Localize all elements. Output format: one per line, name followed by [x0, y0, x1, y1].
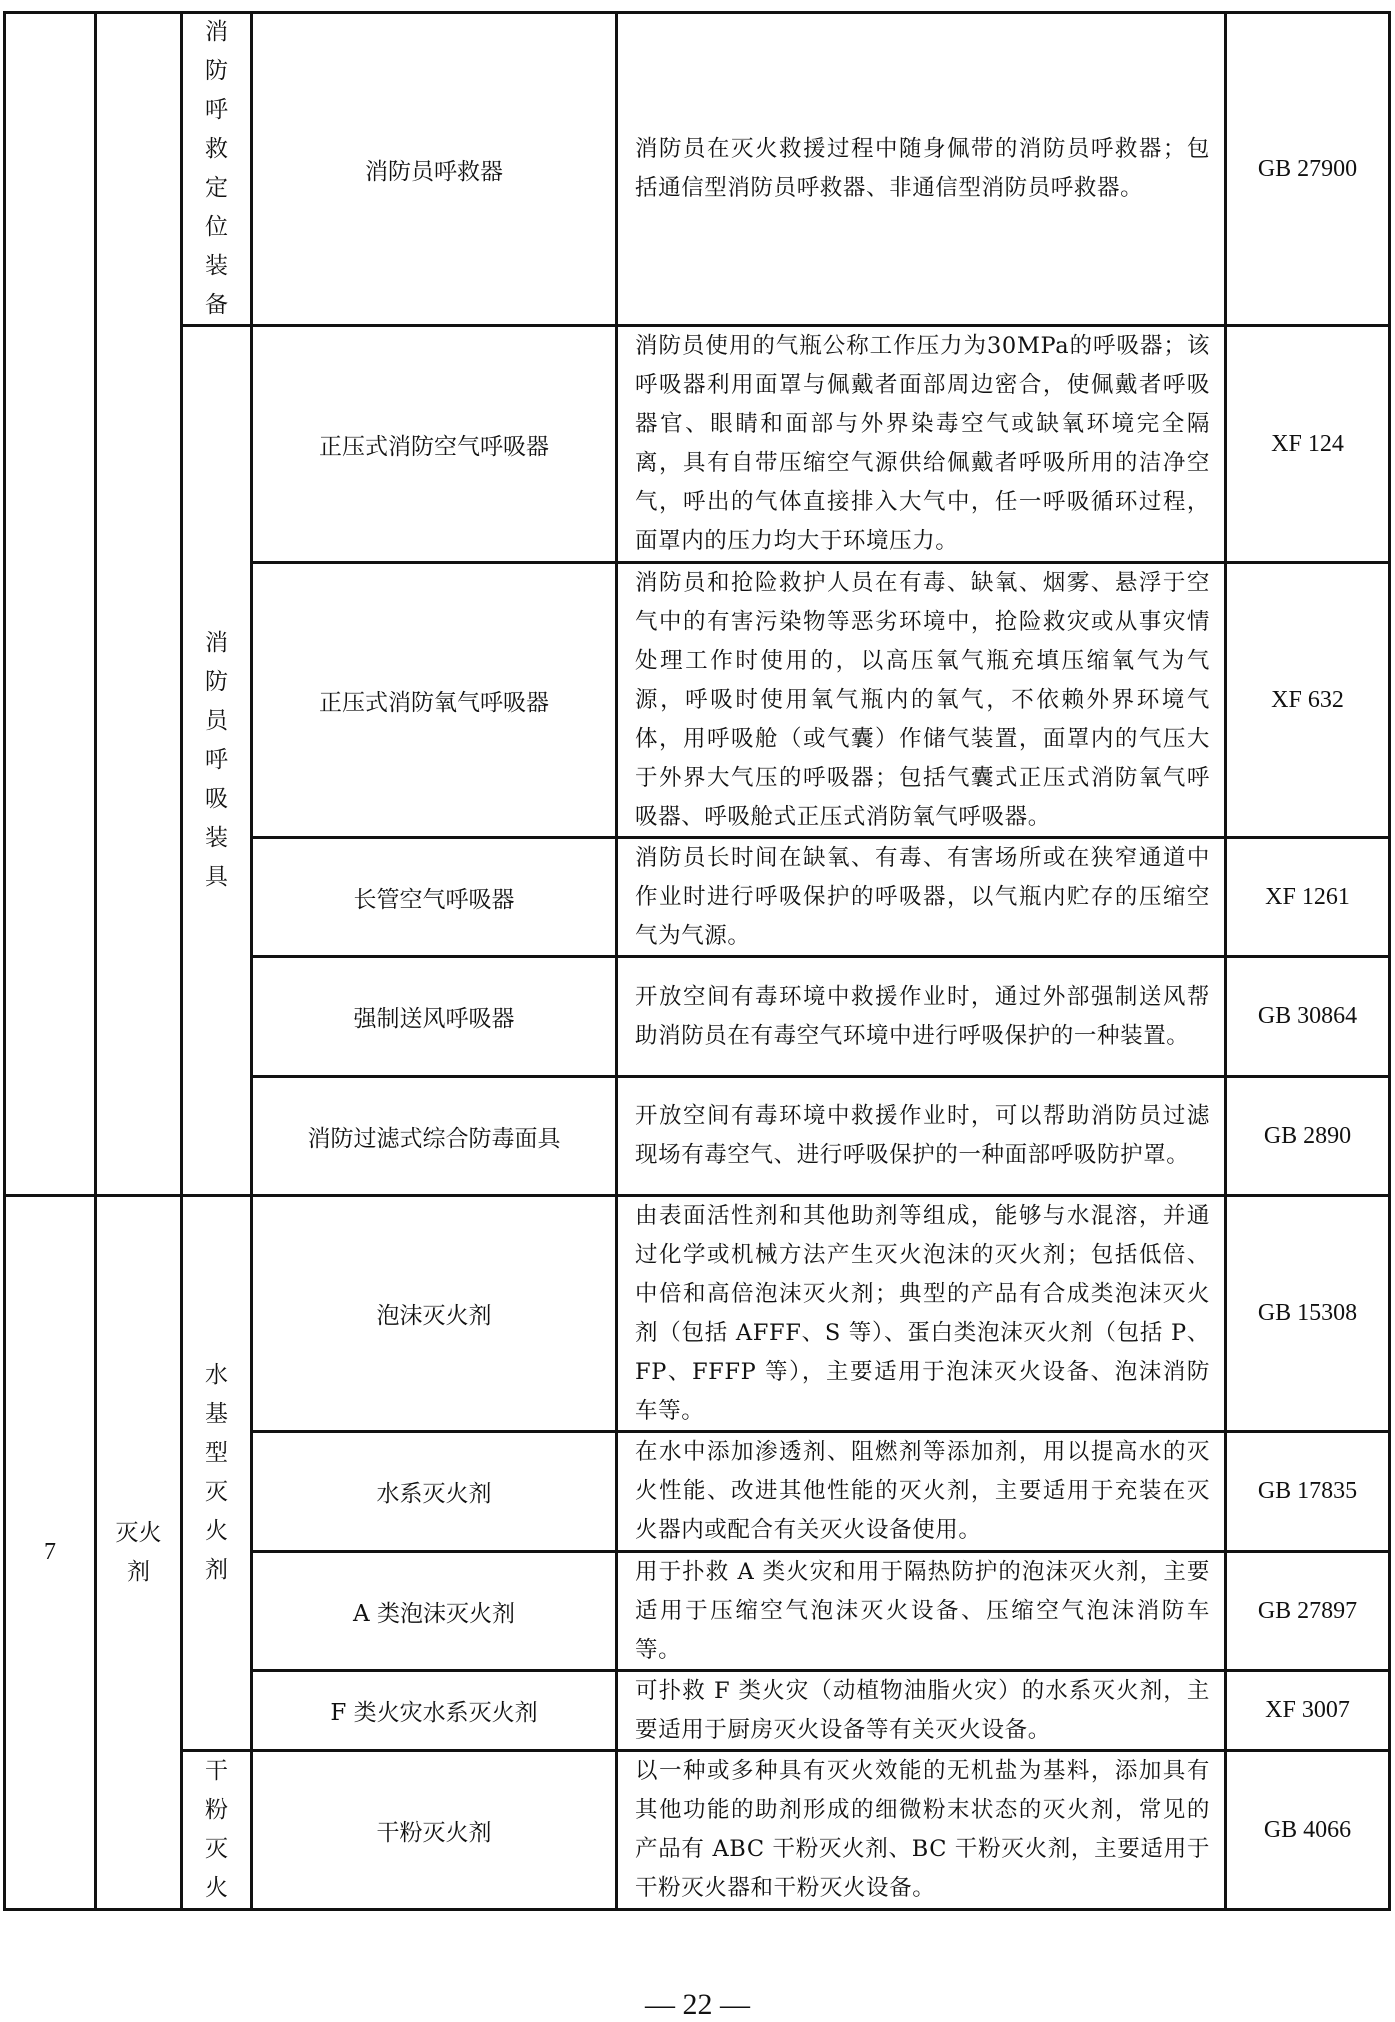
name-cell: [253, 327, 615, 561]
item-number-cell: [6, 1197, 94, 1908]
name-cell: [253, 958, 615, 1075]
description-cell: [618, 1078, 1224, 1194]
standard-cell: [1227, 564, 1388, 836]
name-cell: [253, 1553, 615, 1669]
equipment-description: 在水中添加渗透剂、阻燃剂等添加剂，用以提高水的灭火性能、改进其他性能的灭火剂，主要适用于充装在灭火器内或配合有关灭火设备使用。: [635, 1439, 1210, 1543]
table-border-bottom: [3, 1908, 1391, 1911]
equipment-description: 以一种或多种具有灭火效能的无机盐为基料，添加具有其他功能的助剂形成的细微粉末状态的灭火剂，常见的产品有 ABC 干粉灭火剂、BC 干粉灭火剂，主要适用于干粉灭火器和干粉灭火设备。: [635, 1758, 1210, 1901]
standard-cell: [1227, 14, 1388, 324]
standard-code: XF 632: [1271, 686, 1344, 713]
name-cell: [253, 14, 615, 324]
equipment-name: 泡沫灭火剂: [376, 1303, 492, 1329]
table-border-right: [1388, 11, 1391, 1911]
equipment-description: 由表面活性剂和其他助剂等组成，能够与水混溶，并通过化学或机械方法产生灭火泡沫的灭火剂；包括低倍、中倍和高倍泡沫灭火剂；典型的产品有合成类泡沫灭火剂（包括 AFFF、S 等）、蛋白类泡沫灭火剂（包括 P、FP、FFFP 等），主要适用于泡沫灭火设备、泡沫消防车等。: [635, 1202, 1210, 1424]
standard-code: XF 1261: [1265, 883, 1350, 910]
description-cell: [618, 1197, 1224, 1430]
standard-code: GB 4066: [1263, 1816, 1352, 1843]
standard-cell: [1227, 839, 1388, 955]
standard-code: GB 17835: [1257, 1478, 1358, 1504]
equipment-description: 可扑救 F 类火灾（动植物油脂火灾）的水系灭火剂，主要适用于厨房灭火设备等有关灭火设备。: [635, 1677, 1210, 1743]
subgroup-label: 消防呼救定位装备: [205, 19, 228, 318]
name-cell: [253, 1078, 615, 1194]
equipment-description: 消防员在灭火救援过程中随身佩带的消防员呼救器；包括通信型消防员呼救器、非通信型消防员呼救器。: [635, 136, 1210, 201]
subgroup-label: 水基型灭火剂: [205, 1362, 228, 1583]
equipment-description: 开放空间有毒环境中救援作业时，通过外部强制送风帮助消防员在有毒空气环境中进行呼吸保护的一种装置。: [635, 983, 1210, 1049]
standard-cell: [1227, 327, 1388, 561]
name-cell: [253, 839, 615, 955]
equipment-description: 消防员和抢险救护人员在有毒、缺氧、烟雾、悬浮于空气中的有害污染物等恶劣环境中，抢险救灾或从事灾情处理工作时使用的，以高压氧气瓶充填压缩氧气为气源，呼吸时使用氧气瓶内的氧气，不依赖外界环境气体，用呼吸舱（或气囊）作储气装置，面罩内的气压大于外界大气压的呼吸器；包括气囊式正压式消防氧气呼吸器、呼吸舱式正压式消防氧气呼吸器。: [635, 569, 1210, 830]
equipment-name: 正压式消防空气呼吸器: [319, 433, 549, 460]
description-cell: [618, 839, 1224, 955]
standard-cell: [1227, 1672, 1388, 1749]
equipment-description: 开放空间有毒环境中救援作业时，可以帮助消防员过滤现场有毒空气、进行呼吸保护的一种面部呼吸防护罩。: [635, 1103, 1210, 1168]
equipment-name: 消防员呼救器: [365, 158, 503, 185]
standard-code: XF 124: [1271, 430, 1344, 457]
equipment-name: A 类泡沫灭火剂: [353, 1600, 515, 1627]
standard-code: GB 15308: [1257, 1300, 1358, 1326]
subgroup-label: 消防员呼吸装具: [205, 630, 228, 890]
equipment-name: F 类火灾水系灭火剂: [330, 1700, 538, 1726]
category-label: 灭火剂: [115, 1519, 162, 1585]
equipment-name: 消防过滤式综合防毒面具: [307, 1125, 561, 1152]
name-cell: [253, 1433, 615, 1550]
description-cell: [618, 1672, 1224, 1749]
standard-code: GB 2890: [1263, 1122, 1352, 1149]
description-cell: [618, 1752, 1224, 1908]
standard-code: GB 27900: [1257, 155, 1358, 182]
equipment-name: 长管空气呼吸器: [353, 886, 515, 913]
item-number: 7: [44, 1539, 56, 1565]
equipment-name: 强制送风呼吸器: [353, 1006, 515, 1032]
equipment-description: 消防员使用的气瓶公称工作压力为30MPa的呼吸器；该呼吸器利用面罩与佩戴者面部周边密合，使佩戴者呼吸器官、眼睛和面部与外界染毒空气或缺氧环境完全隔离，具有自带压缩空气源供给佩戴者呼吸所用的洁净空气，呼出的气体直接排入大气中，任一呼吸循环过程，面罩内的压力均大于环境压力。: [635, 333, 1210, 554]
equipment-description: 用于扑救 A 类火灾和用于隔热防护的泡沫灭火剂，主要适用于压缩空气泡沫灭火设备、压缩空气泡沫消防车等。: [635, 1558, 1210, 1663]
standard-code: XF 3007: [1265, 1697, 1350, 1723]
standard-cell: [1227, 1197, 1388, 1430]
name-cell: [253, 1672, 615, 1749]
standard-code: GB 30864: [1257, 1003, 1358, 1029]
subgroup-cell: [183, 14, 250, 324]
equipment-name: 水系灭火剂: [376, 1481, 492, 1507]
name-cell: [253, 1752, 615, 1908]
description-cell: [618, 1553, 1224, 1669]
equipment-name: 干粉灭火剂: [376, 1819, 492, 1846]
description-cell: [618, 1433, 1224, 1550]
subgroup-label: 干粉灭火: [205, 1758, 228, 1901]
category-cell: [97, 1197, 180, 1908]
standard-cell: [1227, 958, 1388, 1075]
description-cell: [618, 14, 1224, 324]
subgroup-cell: [183, 327, 250, 1194]
equipment-description: 消防员长时间在缺氧、有毒、有害场所或在狭窄通道中作业时进行呼吸保护的呼吸器，以气瓶内贮存的压缩空气为气源。: [635, 844, 1210, 949]
standard-cell: [1227, 1553, 1388, 1669]
name-cell: [253, 564, 615, 836]
equipment-name: 正压式消防氧气呼吸器: [319, 689, 549, 716]
standard-code: GB 27897: [1257, 1597, 1358, 1624]
subgroup-cell: [183, 1752, 250, 1908]
description-cell: [618, 327, 1224, 561]
subgroup-cell: [183, 1197, 250, 1749]
page-number: — 22 —: [645, 1988, 750, 2021]
description-cell: [618, 958, 1224, 1075]
standard-cell: [1227, 1078, 1388, 1194]
name-cell: [253, 1197, 615, 1430]
standard-cell: [1227, 1433, 1388, 1550]
standard-cell: [1227, 1752, 1388, 1908]
description-cell: [618, 564, 1224, 836]
